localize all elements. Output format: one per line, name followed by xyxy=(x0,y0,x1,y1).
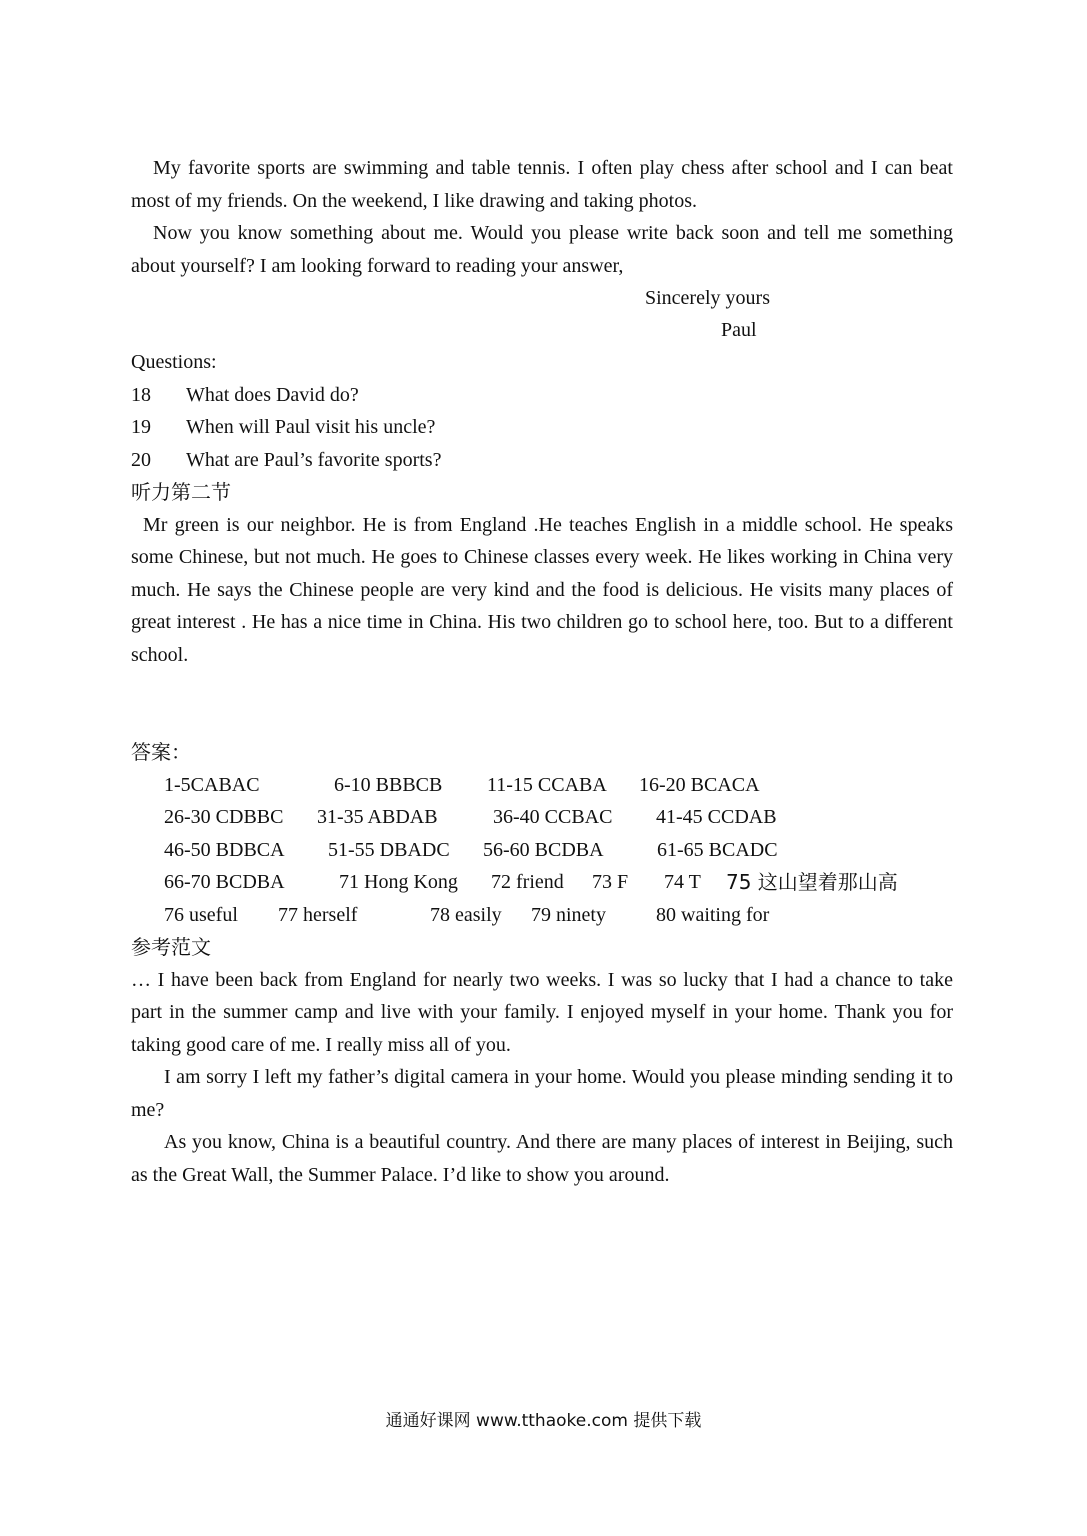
answer-group: 80 waiting for xyxy=(656,903,770,926)
page-content xyxy=(131,152,953,1191)
letter-signature: Paul xyxy=(721,319,757,341)
answers-heading: 答案： xyxy=(131,740,191,764)
listening-section-2-heading: 听力第二节 xyxy=(131,480,231,504)
answer-row xyxy=(131,899,953,932)
answer-group: 78 easily xyxy=(430,903,502,926)
sample-essay-paragraph-1: … I have been back from England for nearly two weeks. I was so lucky that I had a chance to take part in the summer camp and live with your family. I enjoyed myself in your home. Thank you for taking good care of me. I really miss all of you. xyxy=(131,968,953,1056)
answer-group: 41-45 CCDAB xyxy=(656,806,777,828)
answer-row xyxy=(131,834,953,867)
answer-group: 66-70 BCDBA xyxy=(164,871,285,893)
answer-group: 75 这山望着那山高 xyxy=(726,870,898,894)
letter-closing: Sincerely yours xyxy=(645,287,770,309)
answer-group: 26-30 CDBBC xyxy=(164,806,284,828)
page-footer: 通通好课网 www.tthaoke.com 提供下载 xyxy=(385,1411,702,1431)
question-item xyxy=(131,444,953,477)
answer-row xyxy=(131,801,953,834)
answer-group: 61-65 BCADC xyxy=(657,838,778,861)
question-item xyxy=(131,411,953,444)
answer-group: 51-55 DBADC xyxy=(328,838,450,861)
spacer xyxy=(131,671,953,736)
answer-group: 71 Hong Kong xyxy=(339,871,458,893)
answer-group: 6-10 BBBCB xyxy=(334,773,443,796)
question-number: 19 xyxy=(131,416,151,438)
answer-row xyxy=(131,769,953,802)
question-item xyxy=(131,379,953,412)
sample-essay-heading: 参考范文 xyxy=(131,935,211,959)
answer-group: 72 friend xyxy=(491,871,564,893)
answer-group: 36-40 CCBAC xyxy=(493,806,613,828)
question-text: What are Paul’s favorite sports? xyxy=(186,448,442,471)
answer-group: 11-15 CCABA xyxy=(487,773,607,796)
question-number: 18 xyxy=(131,383,151,406)
sample-essay-paragraph-3: As you know, China is a beautiful country. And there are many places of interest in Beijing, such as the Great Wall, the Summer Palace. I’d like to show you around. xyxy=(131,1131,953,1186)
answer-group: 79 ninety xyxy=(531,903,606,926)
answer-group: 46-50 BDBCA xyxy=(164,838,285,861)
sample-essay-paragraph-2: I am sorry I left my father’s digital camera in your home. Would you please minding sending it to me? xyxy=(131,1066,953,1121)
answer-group: 77 herself xyxy=(278,903,358,926)
letter-paragraph-2: Now you know something about me. Would you please write back soon and tell me something about yourself? I am looking forward to reading your answer, xyxy=(131,222,953,277)
question-number: 20 xyxy=(131,448,151,471)
question-text: What does David do? xyxy=(186,383,359,406)
answer-group: 16-20 BCACA xyxy=(639,773,760,796)
question-text: When will Paul visit his uncle? xyxy=(186,416,436,438)
answer-group: 74 T xyxy=(664,871,701,893)
answer-group: 56-60 BCDBA xyxy=(483,838,604,861)
answer-group: 31-35 ABDAB xyxy=(317,806,438,828)
letter-paragraph-1: My favorite sports are swimming and table tennis. I often play chess after school and I can beat most of my friends. On the weekend, I like drawing and taking photos. xyxy=(131,157,953,212)
answer-group: 73 F xyxy=(592,871,629,893)
answer-row xyxy=(131,866,953,899)
listening-section-2-text: Mr green is our neighbor. He is from England .He teaches English in a middle school. He speaks some Chinese, but not much. He goes to Chinese classes every week. He likes working in China very much. He says the Chinese people are very kind and the food is delicious. He visits many places of great interest . He has a nice time in China. His two children go to school here, too. But to a different school. xyxy=(131,513,953,666)
questions-heading: Questions: xyxy=(131,351,217,373)
answer-group: 1-5CABAC xyxy=(164,773,260,796)
answer-group: 76 useful xyxy=(164,903,238,926)
